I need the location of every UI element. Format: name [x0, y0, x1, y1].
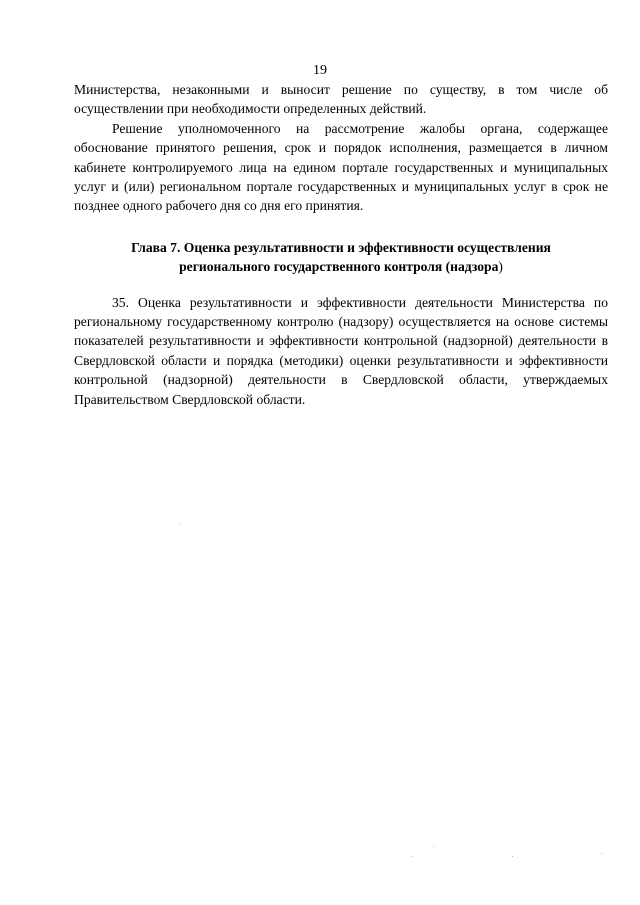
page-body — [74, 80, 608, 409]
chapter-heading-closing-paren: ) — [498, 259, 503, 275]
scan-speck — [180, 524, 181, 525]
paragraph-complaint-decision: Решение уполномоченного на рассмотрение жалобы органа, содержащее обоснование принятого решения, срок и порядок исполнения, размещается в личном кабинете контролируемого лица на едином портале государственных и муниципальных услуг и (или) региональном портале государственных и муниципальных услуг в срок не позднее одного рабочего дня со дня его принятия. — [74, 120, 608, 214]
scan-speck — [411, 856, 412, 857]
scan-speck — [512, 856, 513, 857]
page-number: 19 — [313, 63, 327, 78]
chapter-heading-line-2 — [74, 257, 608, 276]
scan-speck — [601, 853, 602, 854]
scan-speck — [433, 846, 434, 847]
chapter-heading-line-1: Глава 7. Оценка результативности и эффективности осуществления — [131, 239, 551, 255]
paragraph-35: 35. Оценка результативности и эффективности деятельности Министерства по региональному государственному контролю (надзору) осуществляется на основе системы показателей результативности и эффективности контрольной (надзорной) деятельности в Свердловской области и порядка (методики) оценки результативности и эффективности контрольной (надзорной) деятельности в Свердловской области, утверждаемых Правительством Свердловской области. — [74, 294, 608, 407]
chapter-heading-line-2-text: регионального государственного контроля (надзора — [179, 259, 499, 275]
paragraph-continuation: Министерства, незаконными и выносит решение по существу, в том числе об осуществлении при необходимости определенных действий. — [74, 82, 608, 117]
chapter-heading — [74, 238, 608, 277]
